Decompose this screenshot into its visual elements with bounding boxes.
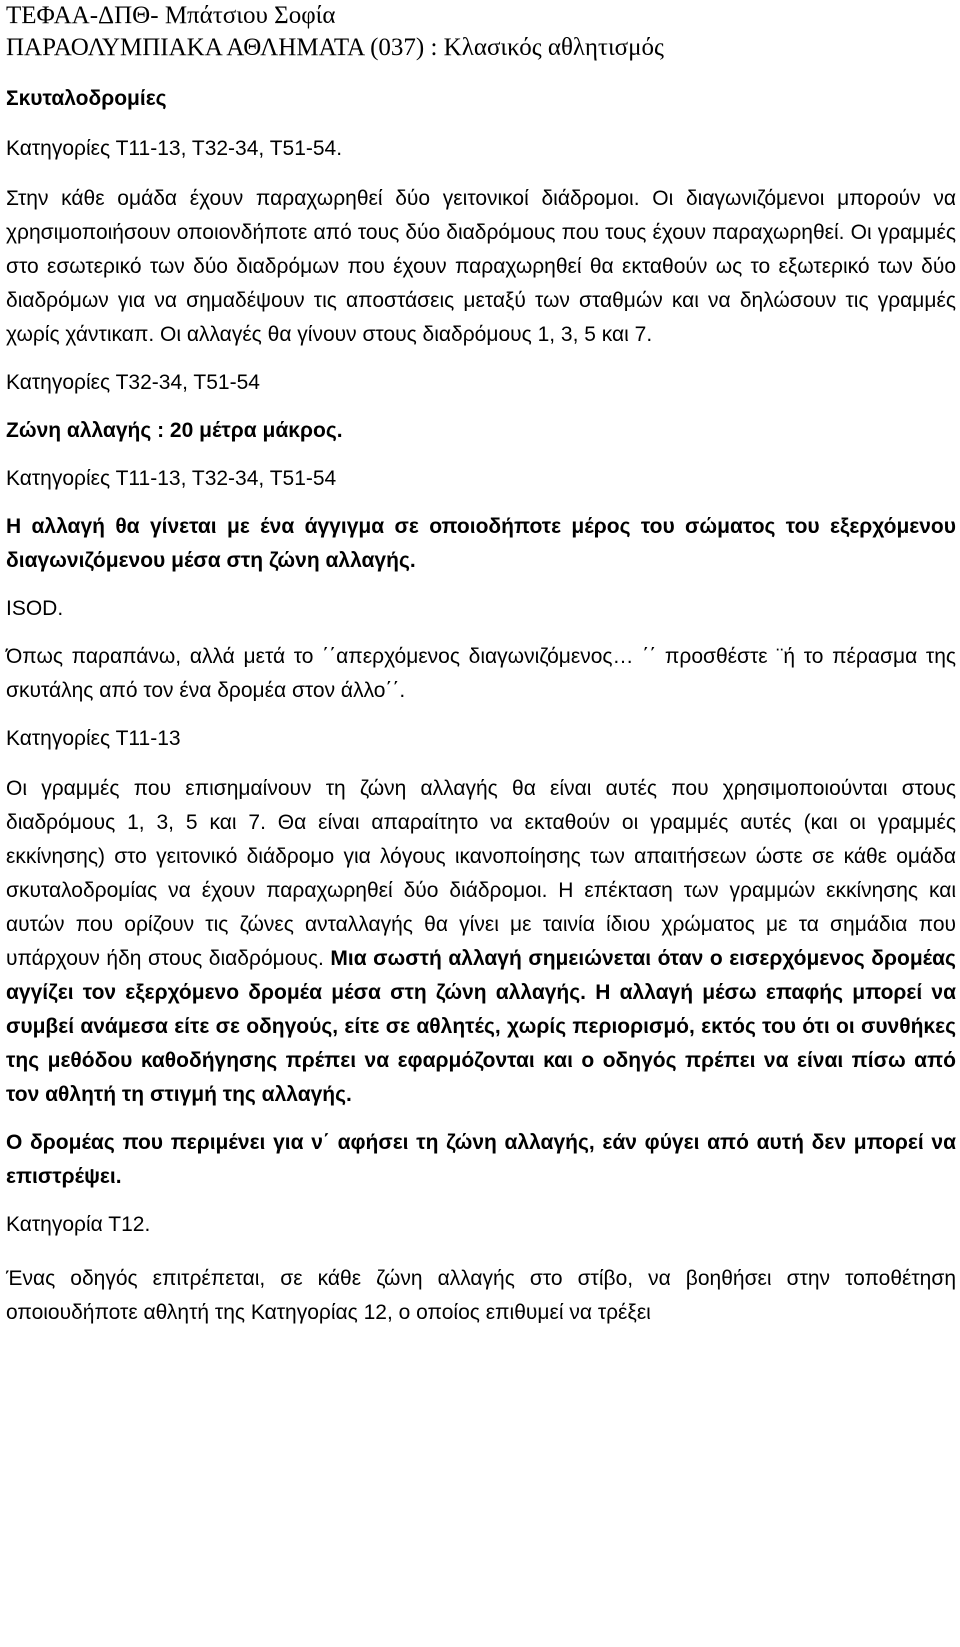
paragraph-t11-13-bold: Μια σωστή αλλαγή σημειώνεται όταν ο εισερχόμενος δρομέας αγγίζει τον εξερχόμενο δρομέα μέσα στη ζώνη αλλαγής. Η αλλαγή μέσω επαφής μπορεί να συμβεί ανάμεσα είτε σε οδηγούς, είτε σε αθλητές, χωρίς περιορισμό, εκτός του ότι οι συνθήκες της μεθόδου καθοδήγησης πρέπει να εφαρμόζονται και ο οδηγός πρέπει να είναι πίσω από τον αθλητή τη στιγμή της αλλαγής. <box>6 947 956 1106</box>
paragraph-t11-13 <box>6 772 956 1112</box>
waiting-runner-rule: Ο δρομέας που περιμένει για ν΄ αφήσει τη ζώνη αλλαγής, εάν φύγει από αυτή δεν μπορεί να επιστρέψει. <box>6 1131 956 1188</box>
page-header <box>6 0 956 64</box>
document-page <box>6 0 956 1330</box>
paragraph-lanes: Στην κάθε ομάδα έχουν παραχωρηθεί δύο γειτονικοί διάδρομοι. Οι διαγωνιζόμενοι μπορούν να χρησιμοποιήσουν οποιονδήποτε από τους δύο διαδρόμους που τους έχουν παραχωρηθεί. Οι γραμμές στο εσωτερικό των δύο διαδρόμων που έχουν παραχωρηθεί θα εκταθούν ως το εξωτερικό των δύο διαδρόμων για να σημαδέψουν τις αποστάσεις μεταξύ των σταθμών και να δηλώσουν τις γραμμές χωρίς χάντικαπ. Οι αλλαγές θα γίνουν στους διαδρόμους 1, 3, 5 και 7. <box>6 187 956 346</box>
category-heading: Κατηγορίες Τ11-13, Τ32-34, Τ51-54. <box>6 137 343 160</box>
isod-heading: ISOD. <box>6 597 64 620</box>
paragraph-t12: Ένας οδηγός επιτρέπεται, σε κάθε ζώνη αλλαγής στο στίβο, να βοηθήσει στην τοποθέτηση οποιουδήποτε αθλητή της Κατηγορίας 12, ο οποίος επιθυμεί να τρέξει <box>6 1267 956 1324</box>
header-author-line: ΤΕΦΑΑ-ΔΠΘ- Μπάτσιου Σοφία <box>6 2 336 29</box>
category-heading: Κατηγορίες Τ32-34, Τ51-54 <box>6 371 260 394</box>
paragraph-t11-13-text: Οι γραμμές που επισημαίνουν τη ζώνη αλλαγής θα είναι αυτές που χρησιμοποιούνται στους διαδρόμους 1, 3, 5 και 7. Θα είναι απαραίτητο να εκταθούν οι γραμμές αυτές (και οι γραμμές εκκίνησης) στο γειτονικό διάδρομο για λόγους ικανοποίησης των απαιτήσεων ώστε σε κάθε ομάδα σκυταλοδρομίας να έχουν παραχωρηθεί δύο διάδρομοι. Η επέκταση των γραμμών εκκίνησης και αυτών που ορίζουν τις ζώνες ανταλλαγής θα γίνει με ταινία ίδιου χρώματος με τα σημάδια που υπάρχουν ήδη στους διαδρόμους. <box>6 777 956 970</box>
section-title: Σκυταλοδρομίες <box>6 87 167 110</box>
category-heading: Κατηγορίες Τ11-13 <box>6 727 181 750</box>
touch-exchange-rule: Η αλλαγή θα γίνεται με ένα άγγιγμα σε οποιοδήποτε μέρος του σώματος του εξερχόμενου διαγωνιζόμενου μέσα στη ζώνη αλλαγής. <box>6 515 956 572</box>
zone-length-rule: Ζώνη αλλαγής : 20 μέτρα μάκρος. <box>6 419 343 442</box>
category-heading: Κατηγορία Τ12. <box>6 1213 151 1236</box>
category-heading: Κατηγορίες Τ11-13, Τ32-34, Τ51-54 <box>6 467 337 490</box>
header-course-line: ΠΑΡΑΟΛΥΜΠΙΑΚΑ ΑΘΛΗΜΑΤΑ (037) : Κλασικός αθλητισμός <box>6 34 664 61</box>
document-body <box>6 82 956 1330</box>
paragraph-isod: Όπως παραπάνω, αλλά μετά το ΄΄απερχόμενος διαγωνιζόμενος… ΄΄ προσθέστε ¨ή το πέρασμα της σκυτάλης από τον ένα δρομέα στον άλλο΄΄. <box>6 645 956 702</box>
